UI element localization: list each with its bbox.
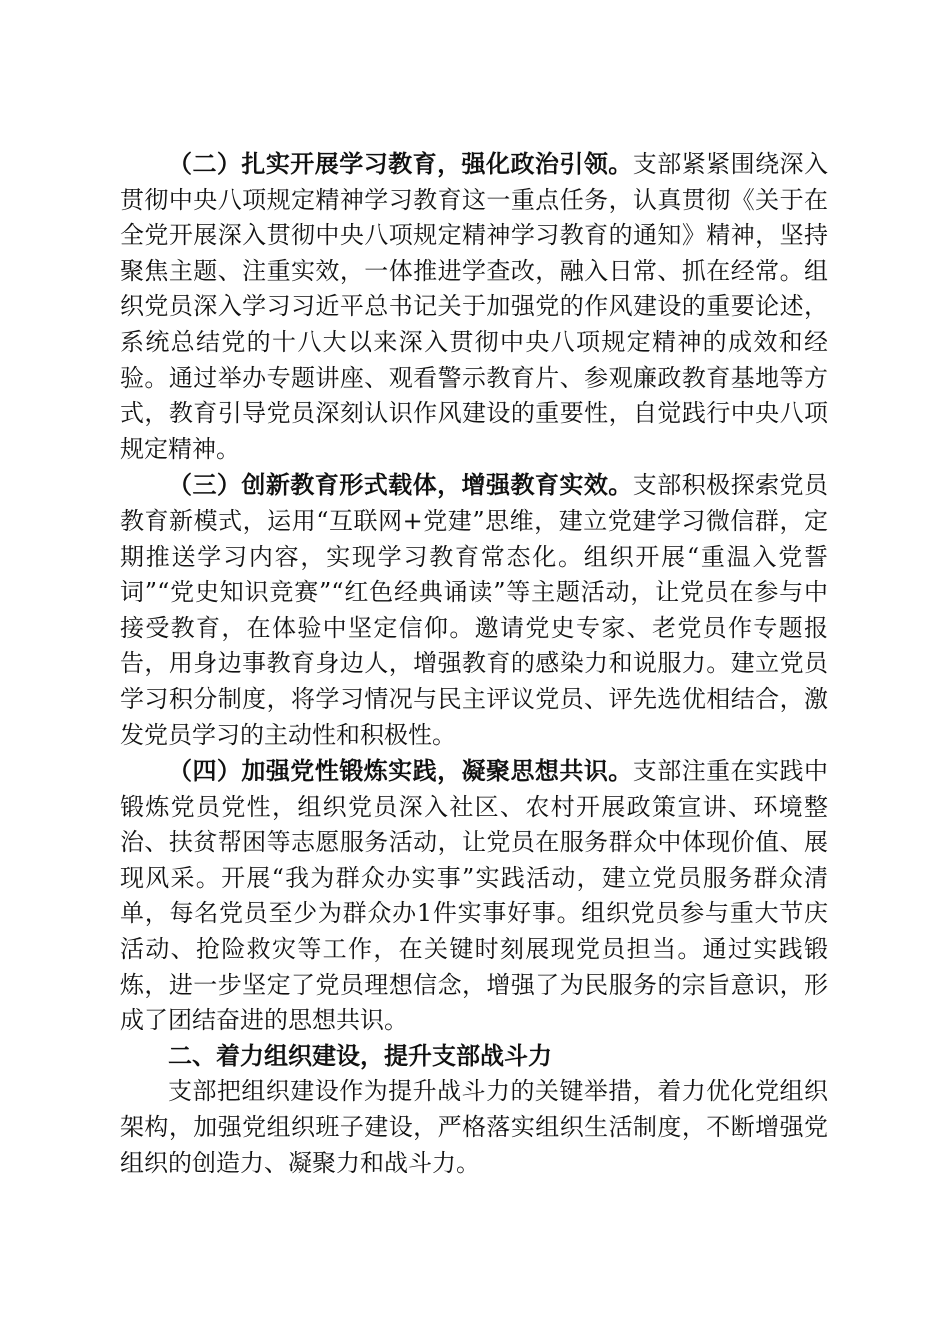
document-page [120,146,828,1181]
paragraph-lead: （四）加强党性锻炼实践，凝聚思想共识。 [168,756,633,786]
paragraph-party-practice [120,753,828,1039]
section-heading: 二、着力组织建设，提升支部战斗力 [168,1041,552,1070]
paragraph-education-innovation [120,467,828,753]
paragraph-body: 支部注重在实践中锻炼党员党性，组织党员深入社区、农村开展政策宣讲、环境整治、扶贫帮困等志愿服务活动，让党员在服务群众中体现价值、展现风采。开展“我为群众办实事”实践活动，建立党员服务群众清单，每名党员至少为群众办1件实事好事。组织党员参与重大节庆活动、抢险救灾等工作，在关键时刻展现党员担当。通过实践锻炼，进一步坚定了党员理想信念，增强了为民服务的宗旨意识，形成了团结奋进的思想共识。 [120,757,829,1035]
paragraph-body: 支部积极探索党员教育新模式，运用“互联网+党建”思维，建立党建学习微信群，定期推送学习内容，实现学习教育常态化。组织开展“重温入党誓词”“党史知识竞赛”“红色经典诵读”等主题活动，让党员在参与中接受教育，在体验中坚定信仰。邀请党史专家、老党员作专题报告，用身边事教育身边人，增强教育的感染力和说服力。建立党员学习积分制度，将学习情况与民主评议党员、评先选优相结合，激发党员学习的主动性和积极性。 [120,471,829,749]
paragraph-lead: （二）扎实开展学习教育，强化政治引领。 [168,149,633,178]
paragraph-lead: （三）创新教育形式载体，增强教育实效。 [168,470,633,500]
paragraph-organization-building: 支部把组织建设作为提升战斗力的关键举措，着力优化党组织架构，加强党组织班子建设，严格落实组织生活制度，不断增强党组织的创造力、凝聚力和战斗力。 [120,1077,828,1177]
paragraph-study-education [120,146,828,467]
paragraph-body: 支部紧紧围绕深入贯彻中央八项规定精神学习教育这一重点任务，认真贯彻《关于在全党开展深入贯彻中央八项规定精神学习教育的通知》精神，坚持聚焦主题、注重实效，一体推进学查改，融入日常、抓在经常。组织党员深入学习习近平总书记关于加强党的作风建设的重要论述，系统总结党的十八大以来深入贯彻中央八项规定精神的成效和经验。通过举办专题讲座、观看警示教育片、参观廉政教育基地等方式，教育引导党员深刻认识作风建设的重要性，自觉践行中央八项规定精神。 [120,150,829,463]
